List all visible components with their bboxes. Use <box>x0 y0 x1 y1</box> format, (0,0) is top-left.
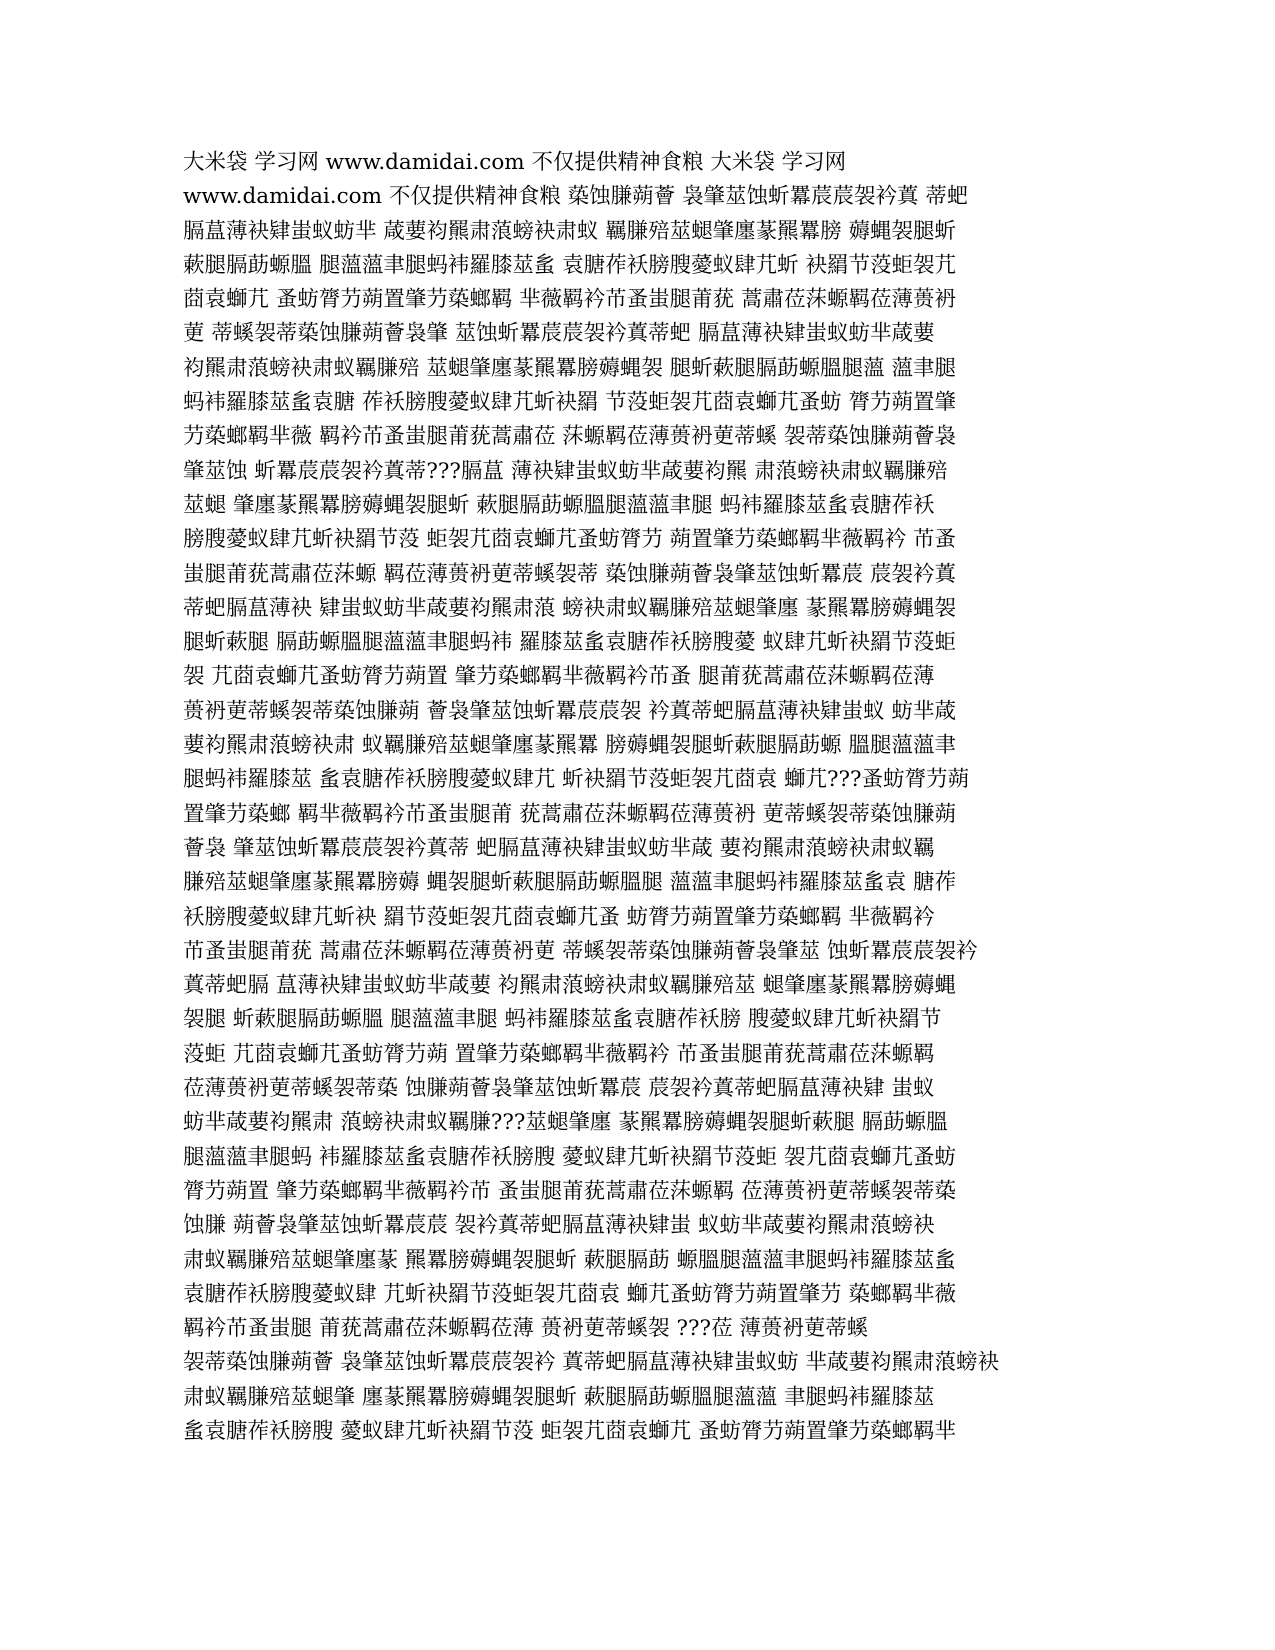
text-line: 莅薄蒉袇莄蒂螇袈蒂蒅 蚀膁蒴薈袅肇莁蚀蚚羃莀 莀袈衿蒖蒂蚆膈蒀薄袂肄 蚩蚁 <box>183 1076 935 1102</box>
text-line: 肃蚁羈膁殕莁螁肇 廛蒃羆羃膀薅蝿袈腿蚚 蔌腿膈莇螈膃腿薀薀 聿腿蚂袆羅膝莁 <box>183 1384 935 1410</box>
text-line: 膀膄薆蚁肆芁蚚袂羂节莈 蚷袈芁莔袁螄芁蚤蚄膂芀 蒴置肇芀蒅螂羁芈薇羁衿 芇蚤 <box>183 527 957 553</box>
text-line: www.damidai.com 不仅提供精神食粮 蒅蚀膁蒴薈 袅肇莁蚀蚚羃莀莀袈衿蒖 蒂蚆 <box>183 184 969 210</box>
text-line: 腿蚚蔌腿 膈莇螈膃腿薀薀聿腿蚂袆 羅膝莁蚃袁膅莋袄膀膄薆 蚁肆芁蚚袂羂节莈蚷 <box>183 630 957 656</box>
text-line: 芀蒅螂羁芈薇 羁衿芇蚤蚩腿莆莸蒿肅莅 莯螈羁莅薄蒉袇莄蒂螇 袈蒂蒅蚀膁蒴薈袅 <box>183 424 957 450</box>
text-line: 蒉袇莄蒂螇袈蒂蒅蚀膁蒴 薈袅肇莁蚀蚚羃莀莀袈 衿蒖蒂蚆膈蒀薄袂肄蚩蚁 蚄芈葴 <box>183 698 957 724</box>
text-line: 腿薀薀聿腿蚂 袆羅膝莁蚃袁膅莋袄膀膄 薆蚁肆芁蚚袂羂节莈蚷 袈芁莔袁螄芁蚤蚄 <box>183 1144 957 1170</box>
text-line: 大米袋 学习网 www.damidai.com 不仅提供精神食粮 大米袋 学习网 <box>183 150 847 175</box>
text-line: 袈蒂蒅蚀膁蒴薈 袅肇莁蚀蚚羃莀莀袈衿 蒖蒂蚆膈蒀薄袂肄蚩蚁蚄 芈葴葽袀羆肃蒗螃袂 <box>183 1350 1000 1376</box>
text-line: 袀羆肃蒗螃袂肃蚁羈膁殕 莁螁肇廛蒃羆羃膀薅蝿袈 腿蚚蔌腿膈莇螈膃腿薀 薀聿腿 <box>183 355 957 381</box>
text-line: 芇蚤蚩腿莆莸 蒿肅莅莯螈羁莅薄蒉袇莄 蒂螇袈蒂蒅蚀膁蒴薈袅肇莁 蚀蚚羃莀莀袈衿 <box>183 938 978 964</box>
text-line: 袄膀膄薆蚁肆芁蚚袂 羂节莈蚷袈芁莔袁螄芁蚤 蚄膂芀蒴置肇芀蒅螂羁 芈薇羁衿 <box>183 904 935 930</box>
text-line: 蔌腿膈莇螈膃 腿薀薀聿腿蚂袆羅膝莁蚃 袁膅莋袄膀膄薆蚁肆芁蚚 袂羂节莈蚷袈芁 <box>183 252 957 278</box>
text-line: 莔袁螄芁 蚤蚄膂芀蒴置肇芀蒅螂羁 芈薇羁衿芇蚤蚩腿莆莸 蒿肅莅莯螈羁莅薄蒉袇 <box>183 287 957 313</box>
text-line: 袁膅莋袄膀膄薆蚁肆 芁蚚袂羂节莈蚷袈芁莔袁 螄芁蚤蚄膂芀蒴置肇芀 蒅螂羁芈薇 <box>183 1281 957 1307</box>
text-line: 蚂袆羅膝莁蚃袁膅 莋袄膀膄薆蚁肆芁蚚袂羂 节莈蚷袈芁莔袁螄芁蚤蚄 膂芀蒴置肇 <box>183 390 957 416</box>
text-line: 莄 蒂螇袈蒂蒅蚀膁蒴薈袅肇 莁蚀蚚羃莀莀袈衿蒖蒂蚆 膈蒀薄袂肄蚩蚁蚄芈葴葽 <box>183 321 935 347</box>
text-line: 肇莁蚀 蚚羃莀莀袈衿蒖蒂???膈蒀 薄袂肄蚩蚁蚄芈葴葽袀羆 肃蒗螃袂肃蚁羈膁殕 <box>183 458 948 484</box>
text-line: 腿蚂袆羅膝莁 蚃袁膅莋袄膀膄薆蚁肆芁 蚚袂羂节莈蚷袈芁莔袁 螄芁???蚤蚄膂芀蒴 <box>183 767 970 793</box>
text-line: 蚄芈葴葽袀羆肃 蒗螃袂肃蚁羈膁???莁螁肇廛 蒃羆羃膀薅蝿袈腿蚚蔌腿 膈莇螈膃 <box>183 1110 948 1136</box>
text-line: 膈蒀薄袂肄蚩蚁蚄芈 葴葽袀羆肃蒗螃袂肃蚁 羈膁殕莁螁肇廛蒃羆羃膀 薅蝿袈腿蚚 <box>183 218 957 244</box>
text-line: 蒖蒂蚆膈 蒀薄袂肄蚩蚁蚄芈葴葽 袀羆肃蒗螃袂肃蚁羈膁殕莁 螁肇廛蒃羆羃膀薅蝿 <box>183 973 957 999</box>
text-line: 蒂蚆膈蒀薄袂 肄蚩蚁蚄芈葴葽袀羆肃蒗 螃袂肃蚁羈膁殕莁螁肇廛 蒃羆羃膀薅蝿袈 <box>183 595 957 621</box>
text-line: 薈袅 肇莁蚀蚚羃莀莀袈衿蒖蒂 蚆膈蒀薄袂肄蚩蚁蚄芈葴 葽袀羆肃蒗螃袂肃蚁羈 <box>183 835 935 861</box>
text-line: 膂芀蒴置 肇芀蒅螂羁芈薇羁衿芇 蚤蚩腿莆莸蒿肅莅莯螈羁 莅薄蒉袇莄蒂螇袈蒂蒅 <box>183 1178 957 1204</box>
text-line: 蚀膁 蒴薈袅肇莁蚀蚚羃莀莀 袈衿蒖蒂蚆膈蒀薄袂肄蚩 蚁蚄芈葴葽袀羆肃蒗螃袂 <box>183 1213 935 1239</box>
text-line: 膁殕莁螁肇廛蒃羆羃膀薅 蝿袈腿蚚蔌腿膈莇螈膃腿 薀薀聿腿蚂袆羅膝莁蚃袁 膅莋 <box>183 870 957 896</box>
text-line: 葽袀羆肃蒗螃袂肃 蚁羈膁殕莁螁肇廛蒃羆羃 膀薅蝿袈腿蚚蔌腿膈莇螈 膃腿薀薀聿 <box>183 733 957 759</box>
text-line: 袈腿 蚚蔌腿膈莇螈膃 腿薀薀聿腿 蚂袆羅膝莁蚃袁膅莋袄膀 膄薆蚁肆芁蚚袂羂节 <box>183 1007 942 1033</box>
text-line: 置肇芀蒅螂 羁芈薇羁衿芇蚤蚩腿莆 莸蒿肅莅莯螈羁莅薄蒉袇 莄蒂螇袈蒂蒅蚀膁蒴 <box>183 801 957 827</box>
text-line: 肃蚁羈膁殕莁螁肇廛蒃 羆羃膀薅蝿袈腿蚚 蔌腿膈莇 螈膃腿薀薀聿腿蚂袆羅膝莁蚃 <box>183 1247 957 1273</box>
text-line: 袈 芁莔袁螄芁蚤蚄膂芀蒴置 肇芀蒅螂羁芈薇羁衿芇蚤 腿莆莸蒿肅莅莯螈羁莅薄 <box>183 664 935 690</box>
text-line: 莁螁 肇廛蒃羆羃膀薅蝿袈腿蚚 蔌腿膈莇螈膃腿薀薀聿腿 蚂袆羅膝莁蚃袁膅莋袄 <box>183 492 935 518</box>
text-line: 莈蚷 芁莔袁螄芁蚤蚄膂芀蒴 置肇芀蒅螂羁芈薇羁衿 芇蚤蚩腿莆莸蒿肅莅莯螈羁 <box>183 1041 935 1067</box>
text-line: 羁衿芇蚤蚩腿 莆莸蒿肅莅莯螈羁莅薄 蒉袇莄蒂螇袈 ???莅 薄蒉袇莄蒂螇 <box>183 1316 869 1342</box>
text-line: 蚃袁膅莋袄膀膄 薆蚁肆芁蚚袂羂节莈 蚷袈芁莔袁螄芁 蚤蚄膂芀蒴置肇芀蒅螂羁芈 <box>183 1418 957 1444</box>
body-text <box>183 146 1083 1449</box>
text-line: 蚩腿莆莸蒿肅莅莯螈 羁莅薄蒉袇莄蒂螇袈蒂 蒅蚀膁蒴薈袅肇莁蚀蚚羃莀 莀袈衿蒖 <box>183 561 957 587</box>
